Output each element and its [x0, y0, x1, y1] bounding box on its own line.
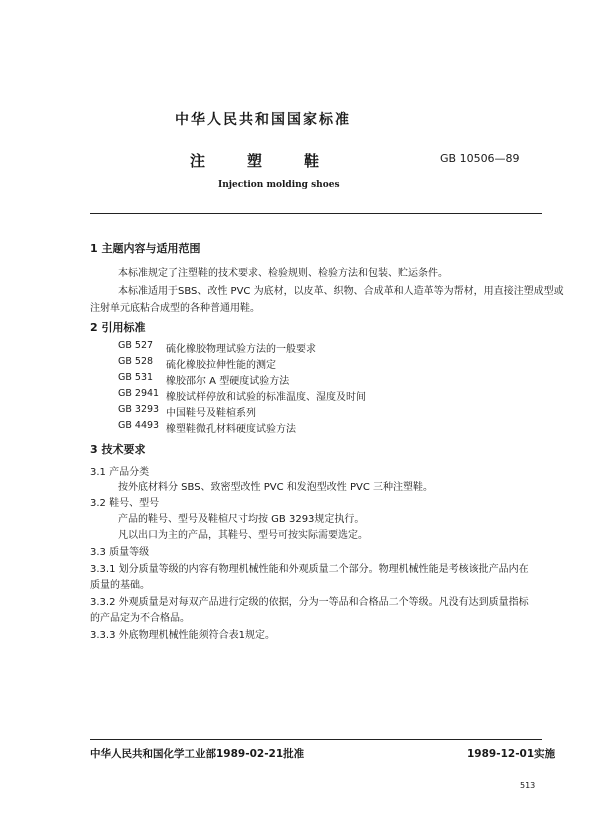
- section-3-1-heading: 3.1 产品分类: [90, 467, 150, 478]
- ref-name: 橡胶邵尔 A 型硬度试验方法: [166, 376, 290, 387]
- ref-code: GB 4493: [118, 420, 160, 431]
- document-title: 注塑鞋: [190, 152, 362, 170]
- section-1-paragraph-2-line-2: 注射单元底粘合成型的各种普通用鞋。: [90, 303, 260, 314]
- section-3-3-2-line-2: 的产品定为不合格品。: [90, 613, 190, 624]
- header-rule: [90, 213, 542, 214]
- ref-code: GB 527: [118, 340, 154, 351]
- implementation-date: 1989-12-01实施: [467, 748, 556, 760]
- section-3-3-1-line-1: 3.3.1 划分质量等级的内容有物理机械性能和外观质量二个部分。物理机械性能是考核该批产品内在: [90, 564, 529, 575]
- english-title: Injection molding shoes: [218, 180, 340, 190]
- section-3-3-2-line-1: 3.3.2 外观质量是对每双产品进行定级的依据，分为一等品和合格品二个等级。凡没有达到质量指标: [90, 597, 529, 608]
- section-3-3-3: 3.3.3 外底物理机械性能须符合表1规定。: [90, 630, 275, 641]
- ref-name: 中国鞋号及鞋楦系列: [166, 408, 256, 419]
- page-number: 513: [520, 781, 536, 790]
- section-3-2-text-1: 产品的鞋号、型号及鞋楦尺寸均按 GB 3293规定执行。: [118, 514, 365, 525]
- section-3-3-1-line-2: 质量的基础。: [90, 580, 150, 591]
- ref-name: 橡塑鞋微孔材料硬度试验方法: [166, 424, 296, 435]
- approval-line: 中华人民共和国化学工业部1989-02-21批准: [90, 748, 305, 760]
- section-3-heading: 3 技术要求: [90, 443, 146, 456]
- standard-code: GB 10506—89: [440, 152, 520, 165]
- ref-name: 硫化橡胶物理试验方法的一般要求: [166, 344, 316, 355]
- standard-header: 中华人民共和国国家标准: [175, 112, 351, 128]
- ref-code: GB 531: [118, 372, 154, 383]
- section-3-1-text: 按外底材料分 SBS、致密型改性 PVC 和发泡型改性 PVC 三种注塑鞋。: [118, 482, 433, 493]
- ref-code: GB 2941: [118, 388, 160, 399]
- section-1-paragraph-1: 本标准规定了注塑鞋的技术要求、检验规则、检验方法和包装、贮运条件。: [118, 268, 448, 279]
- section-3-2-text-2: 凡以出口为主的产品，其鞋号、型号可按实际需要选定。: [118, 530, 368, 541]
- ref-code: GB 3293: [118, 404, 160, 415]
- section-3-3-heading: 3.3 质量等级: [90, 547, 150, 558]
- ref-name: 硫化橡胶拉伸性能的测定: [166, 360, 276, 371]
- ref-code: GB 528: [118, 356, 154, 367]
- section-1-heading: 1 主题内容与适用范围: [90, 242, 201, 255]
- footer-rule: [90, 739, 542, 740]
- section-3-2-heading: 3.2 鞋号、型号: [90, 498, 160, 509]
- ref-name: 橡胶试样停放和试验的标准温度、湿度及时间: [166, 392, 366, 403]
- section-2-heading: 2 引用标准: [90, 321, 146, 334]
- section-1-paragraph-2-line-1: 本标准适用于SBS、改性 PVC 为底材，以皮革、织物、合成革和人造革等为帮材，用直接注塑成型或: [118, 286, 564, 297]
